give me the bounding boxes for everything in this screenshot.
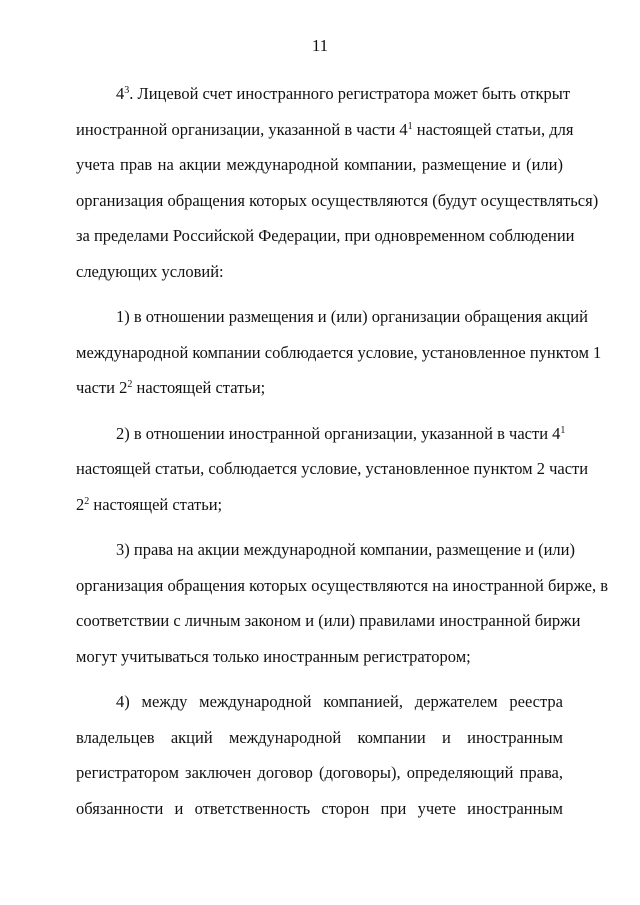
text-line: соответствии с личным законом и (или) правилами иностранной биржи	[76, 611, 581, 630]
list-item-2	[76, 416, 589, 523]
list-item-4	[76, 684, 563, 826]
text-line: 1) в отношении размещения и (или) организации обращения акций	[116, 307, 588, 326]
text-line: могут учитываться только иностранным регистратором;	[76, 646, 471, 666]
paragraph-4-3	[76, 76, 599, 289]
text-line: настоящей статьи, соблюдается условие, установленное пунктом 2 части	[76, 459, 589, 478]
text-line: $2^2$ настоящей статьи;	[76, 494, 223, 514]
text-line: части $2^2$ настоящей статьи;	[76, 378, 266, 397]
superscript: 2	[127, 379, 133, 390]
superscript: 1	[560, 424, 566, 436]
text-line: за пределами Российской Федерации, при одновременном соблюдении	[76, 226, 575, 245]
text-line: обязанности и ответственность сторон при учете иностранным	[76, 798, 563, 818]
superscript: 3	[124, 85, 130, 96]
text-line: учета прав на акции международной компании, размещение и (или)	[76, 155, 563, 174]
text-line: $4^3$. Лицевой счет иностранного регистратора может быть открыт	[116, 84, 571, 103]
text-line: организация обращения которых осуществляются (будут осуществляться)	[76, 190, 599, 210]
text-line: 3) права на акции международной компании, размещение и (или)	[116, 540, 575, 559]
superscript: 2	[84, 495, 90, 507]
superscript: 1	[407, 120, 413, 132]
list-item-1	[76, 299, 602, 406]
text-line: иностранной организации, указанной в части $4^1$ настоящей статьи, для	[76, 119, 574, 139]
document-body	[76, 76, 608, 826]
text-line: владельцев акций международной компании и иностранным	[76, 727, 563, 747]
list-item-3	[76, 532, 608, 674]
text-line: международной компании соблюдается условие, установленное пунктом 1	[76, 342, 602, 362]
text-line: 4) между международной компанией, держателем реестра	[116, 692, 563, 711]
text-line: следующих условий:	[76, 261, 224, 281]
page-number: 11	[311, 36, 329, 55]
text-line: 2) в отношении иностранной организации, указанной в части $4^1$	[116, 423, 566, 443]
text-line: организация обращения которых осуществляются на иностранной бирже, в	[76, 575, 608, 595]
text-line: регистратором заключен договор (договоры), определяющий права,	[76, 763, 563, 782]
